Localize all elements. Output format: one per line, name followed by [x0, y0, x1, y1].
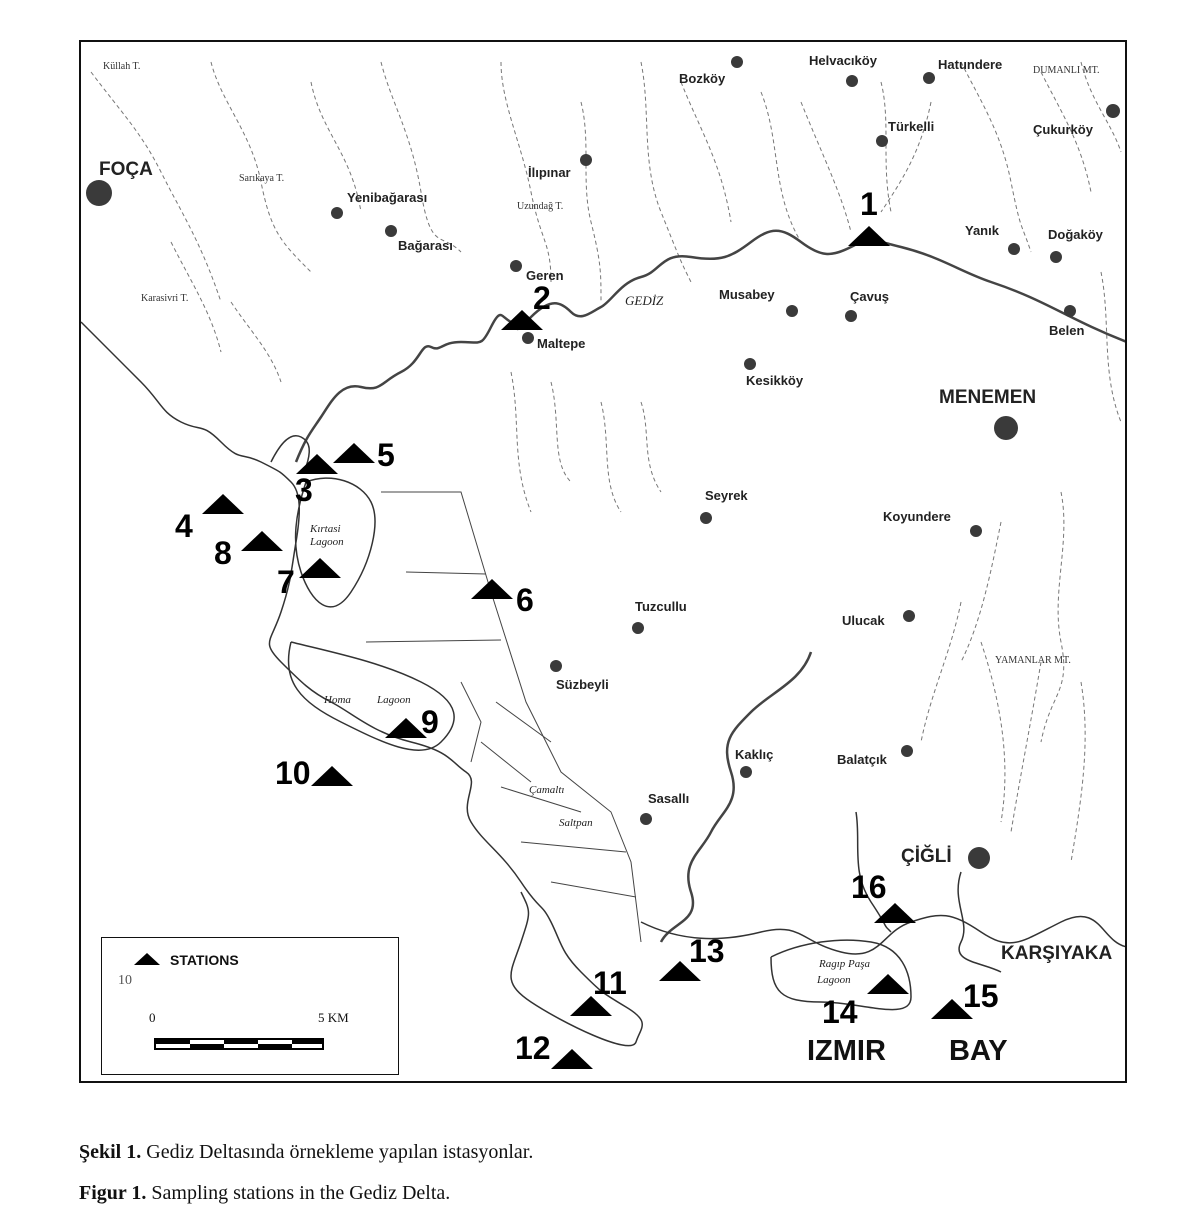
- cigli-dot: [968, 847, 990, 869]
- station-1-label: 1: [860, 186, 878, 222]
- station-8-label: 8: [214, 535, 232, 571]
- caption-turkish: [79, 1141, 533, 1164]
- caption-english-label: Figur 1.: [79, 1182, 147, 1204]
- station-13-label: 13: [689, 933, 725, 969]
- kirtasi-label-2: Lagoon: [310, 536, 344, 548]
- scale-end-label: 5 KM: [318, 1010, 349, 1025]
- map-frame: [79, 40, 1127, 1083]
- caption-turkish-label: Şekil 1.: [79, 1141, 142, 1163]
- turkelli-dot: [876, 135, 888, 147]
- ragip-pasa-label-2: Lagoon: [817, 974, 851, 986]
- station-5-marker: [333, 443, 375, 463]
- cavus-dot: [845, 310, 857, 322]
- yamanlar-label: YAMANLAR MT.: [995, 655, 1071, 666]
- scale-start-label: 0: [149, 1010, 156, 1025]
- dogakoy-dot: [1050, 251, 1062, 263]
- ulucak-dot: [903, 610, 915, 622]
- hatundere-label: Hatundere: [938, 57, 1003, 72]
- station-3-marker: [296, 454, 338, 474]
- bozkoy-label: Bozköy: [679, 71, 726, 86]
- station-4-label: 4: [175, 508, 193, 544]
- station-14-marker: [867, 974, 909, 994]
- camalti-label-2: Saltpan: [559, 817, 593, 829]
- legend-sample-number: 10: [118, 973, 132, 988]
- geren-label: Geren: [526, 268, 564, 283]
- station-15-label: 15: [963, 978, 999, 1014]
- station-7-marker: [299, 558, 341, 578]
- station-4-marker: [202, 494, 244, 514]
- balatcik-label: Balatçık: [837, 752, 887, 767]
- foca-label: FOÇA: [99, 159, 153, 180]
- dogakoy-label: Doğaköy: [1048, 227, 1103, 242]
- station-10-label: 10: [275, 755, 311, 791]
- legend-title: STATIONS: [170, 952, 239, 968]
- sasalli-label: Sasallı: [648, 791, 690, 806]
- suzbeyli-label: Süzbeyli: [556, 677, 609, 692]
- kaklic-label: Kaklıç: [735, 747, 774, 762]
- musabey-label: Musabey: [719, 287, 775, 302]
- bagarasi-dot: [385, 225, 397, 237]
- cavus-label: Çavuş: [850, 289, 890, 304]
- yenibagarasi-label: Yenibağarası: [347, 190, 428, 205]
- suzbeyli-dot: [550, 660, 562, 672]
- koyundere-dot: [970, 525, 982, 537]
- hatundere-dot: [923, 72, 935, 84]
- legend-station-triangle: [134, 953, 160, 965]
- camalti-label-1: Çamaltı: [529, 784, 565, 796]
- station-2-label: 2: [533, 280, 551, 316]
- menemen-label: MENEMEN: [939, 387, 1037, 408]
- koyundere-label: Koyundere: [883, 509, 951, 524]
- uzundag-label: Uzundağ T.: [517, 201, 564, 212]
- maltepe-label: Maltepe: [537, 336, 586, 351]
- seyrek-dot: [700, 512, 712, 524]
- homa-label-1: Homa: [324, 694, 351, 706]
- maltepe-dot: [522, 332, 534, 344]
- station-14-label: 14: [822, 994, 858, 1030]
- musabey-dot: [786, 305, 798, 317]
- station-12-marker: [551, 1049, 593, 1069]
- legend: [101, 937, 399, 1075]
- foca-dot: [86, 180, 112, 206]
- station-6-marker: [471, 579, 513, 599]
- saltpan-outline: [366, 492, 641, 942]
- bozkoy-dot: [731, 56, 743, 68]
- map-basemap: [81, 42, 1127, 1083]
- dumanli-label: DUMANLI MT.: [1033, 65, 1100, 76]
- geren-dot: [510, 260, 522, 272]
- ilipinar-dot: [580, 154, 592, 166]
- dumanli-dot: [1106, 104, 1120, 118]
- tuzcullu-label: Tuzcullu: [635, 599, 687, 614]
- karasivri-label: Karasivri T.: [141, 293, 189, 304]
- station-3-label: 3: [295, 472, 313, 508]
- station-12-label: 12: [515, 1030, 551, 1066]
- station-16-label: 16: [851, 869, 887, 905]
- sasalli-dot: [640, 813, 652, 825]
- bay-label: BAY: [949, 1035, 1008, 1067]
- menemen-dot: [994, 416, 1018, 440]
- balatcik-dot: [901, 745, 913, 757]
- caption-english: [79, 1182, 450, 1205]
- cigli-label: ÇİĞLİ: [901, 846, 952, 867]
- kesikkoy-label: Kesikköy: [746, 373, 804, 388]
- homa-label-2: Lagoon: [377, 694, 411, 706]
- sarikaya-label: Sarıkaya T.: [239, 173, 285, 184]
- belen-dot: [1064, 305, 1076, 317]
- kaklic-dot: [740, 766, 752, 778]
- seyrek-label: Seyrek: [705, 488, 748, 503]
- karsiyaka-label: KARŞIYAKA: [1001, 943, 1113, 964]
- cukurkoy-label: Çukurköy: [1033, 122, 1093, 137]
- ilipinar-label: İlıpınar: [528, 165, 571, 180]
- yenibagarasi-dot: [331, 207, 343, 219]
- station-7-label: 7: [277, 564, 295, 600]
- ulucak-label: Ulucak: [842, 613, 885, 628]
- turkelli-label: Türkelli: [888, 119, 935, 134]
- izmir-label: IZMIR: [807, 1035, 886, 1067]
- caption-turkish-text: Gediz Deltasında örnekleme yapılan istasyonlar.: [141, 1141, 534, 1163]
- tuzcullu-dot: [632, 622, 644, 634]
- caption-english-text: Sampling stations in the Gediz Delta.: [146, 1182, 451, 1204]
- station-9-label: 9: [421, 704, 439, 740]
- bagarasi-label: Bağarası: [398, 238, 453, 253]
- helvacikoy-dot: [846, 75, 858, 87]
- station-5-label: 5: [377, 437, 395, 473]
- kesikkoy-dot: [744, 358, 756, 370]
- gediz-label: GEDİZ: [625, 293, 664, 308]
- station-6-label: 6: [516, 582, 534, 618]
- station-1-marker: [848, 226, 890, 246]
- killah-label: Küllah T.: [103, 61, 141, 72]
- helvacikoy-label: Helvacıköy: [809, 53, 877, 68]
- station-11-label: 11: [593, 965, 627, 1001]
- kirtasi-label-1: Kırtasi: [310, 523, 341, 535]
- yanik-dot: [1008, 243, 1020, 255]
- station-16-marker: [874, 903, 916, 923]
- station-10-marker: [311, 766, 353, 786]
- station-8-marker: [241, 531, 283, 551]
- scale-bar: [154, 1038, 324, 1050]
- yanik-label: Yanık: [965, 223, 999, 238]
- belen-label: Belen: [1049, 323, 1085, 338]
- ragip-pasa-label-1: Ragıp Paşa: [819, 958, 871, 970]
